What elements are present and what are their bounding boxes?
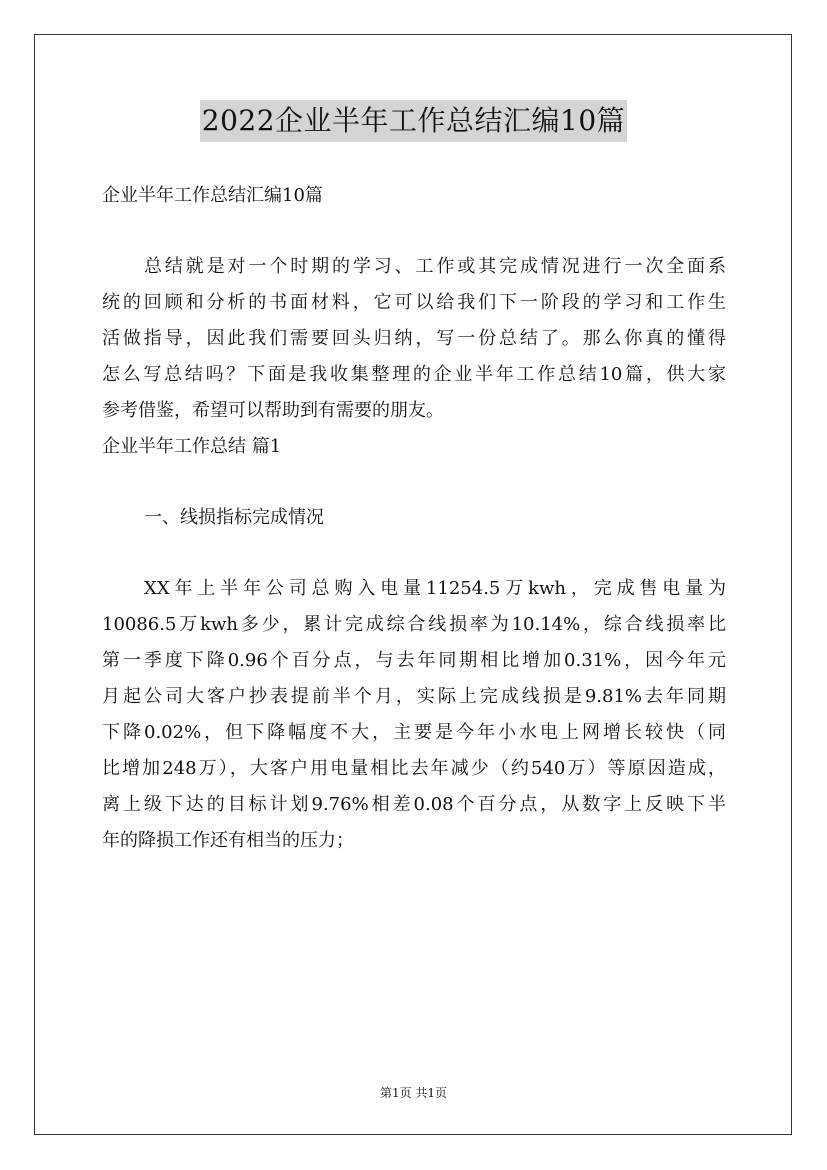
page-footer: 第1页 共1页 — [379, 1086, 448, 1100]
paragraph-line: 比增加248万），大客户用电量相比去年减少（约540万）等原因造成， — [102, 758, 726, 779]
intro-paragraph — [102, 249, 726, 429]
paragraph-line: 怎么写总结吗？下面是我收集整理的企业半年工作总结10篇，供大家 — [102, 364, 726, 385]
paragraph-line: 离上级下达的目标计划9.76%相差0.08个百分点，从数字上反映下半 — [102, 794, 726, 815]
body-paragraph — [102, 571, 726, 859]
paragraph-line: 年的降损工作还有相当的压力； — [102, 830, 354, 851]
paragraph-line: 下降0.02%，但下降幅度不大，主要是今年小水电上网增长较快（同 — [102, 722, 726, 743]
document-title-text: 2022企业半年工作总结汇编10篇 — [200, 100, 627, 142]
paragraph-line: 第一季度下降0.96个百分点，与去年同期相比增加0.31%，因今年元 — [102, 650, 726, 671]
paragraph-line: 参考借鉴，希望可以帮助到有需要的朋友。 — [102, 400, 444, 421]
paragraph-line: 10086.5万kwh多少，累计完成综合线损率为10.14%，综合线损率比 — [102, 614, 726, 635]
subsection-heading: 一、线损指标完成情况 — [144, 507, 324, 528]
document-subtitle: 企业半年工作总结汇编10篇 — [102, 185, 323, 206]
document-title — [0, 100, 827, 142]
paragraph-line: 月起公司大客户抄表提前半个月，实际上完成线损是9.81%去年同期 — [102, 686, 726, 707]
paragraph-line: 活做指导，因此我们需要回头归纳，写一份总结了。那么你真的懂得 — [102, 328, 726, 349]
paragraph-line: 总结就是对一个时期的学习、工作或其完成情况进行一次全面系 — [144, 256, 726, 277]
paragraph-line: 统的回顾和分析的书面材料，它可以给我们下一阶段的学习和工作生 — [102, 292, 726, 313]
document-body — [102, 178, 726, 859]
paragraph-line: XX年上半年公司总购入电量11254.5万kwh，完成售电量为 — [144, 578, 726, 599]
section-heading: 企业半年工作总结 篇1 — [102, 436, 282, 457]
